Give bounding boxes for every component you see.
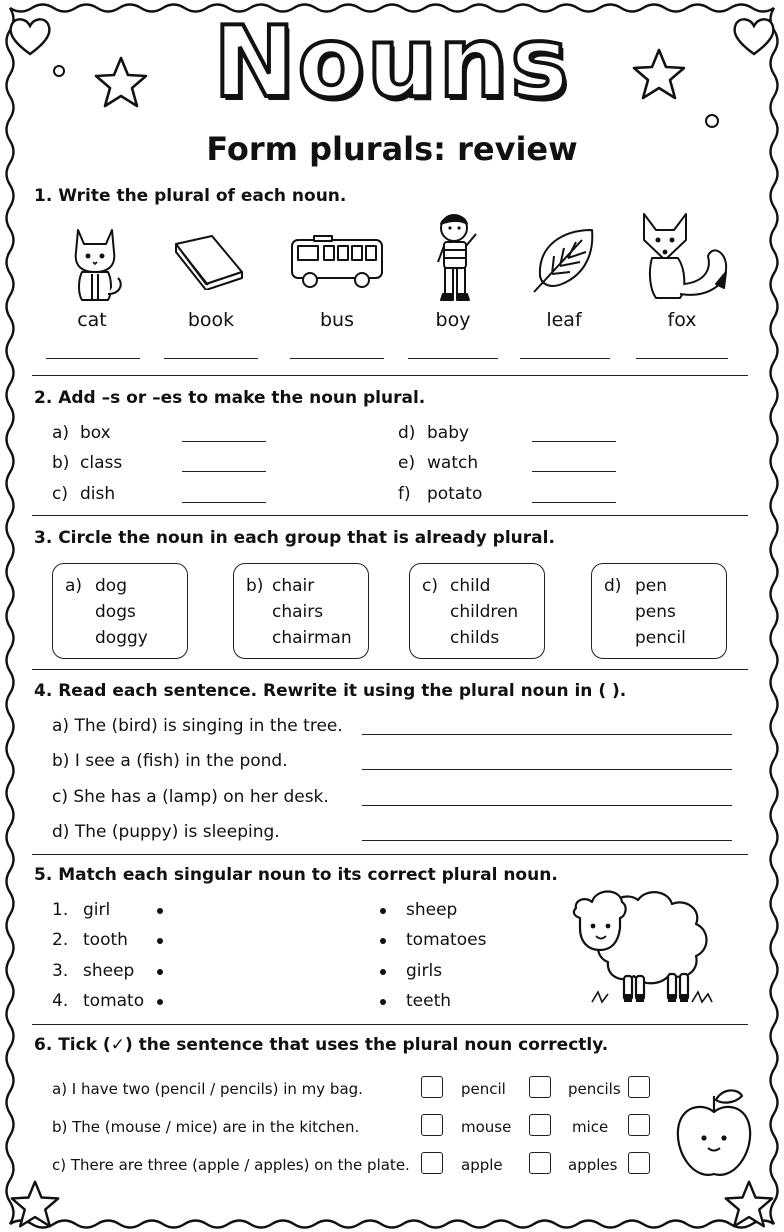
match-dot-left[interactable] (157, 999, 163, 1005)
item-letter: b) (52, 453, 70, 473)
tick-option: apples (568, 1156, 618, 1174)
match-dot-left[interactable] (157, 938, 163, 944)
match-right-word: girls (406, 961, 443, 981)
tick-box[interactable] (628, 1076, 650, 1098)
answer-line[interactable] (520, 358, 610, 359)
plural-word-6: fox (667, 309, 697, 331)
group-word[interactable]: dogs (95, 602, 136, 622)
match-number: 1. (52, 900, 69, 920)
plural-word-3: bus (319, 309, 354, 331)
word-group-card (52, 563, 188, 659)
answer-line[interactable] (182, 441, 266, 442)
section-divider (32, 854, 748, 855)
apple-icon (672, 1086, 756, 1182)
match-number: 4. (52, 991, 69, 1011)
answer-line[interactable] (362, 805, 732, 806)
group-word[interactable]: pens (635, 602, 676, 622)
match-right-word: teeth (406, 991, 452, 1011)
tick-box[interactable] (628, 1152, 650, 1174)
bus-icon (288, 234, 386, 290)
group-letter: d) (604, 576, 622, 596)
item-letter: c) (52, 484, 68, 504)
item-word: watch (427, 453, 479, 473)
group-word[interactable]: doggy (95, 628, 148, 648)
section-divider (32, 375, 748, 376)
group-word[interactable]: child (450, 576, 491, 596)
tick-sentence: b) The (mouse / mice) are in the kitchen. (52, 1118, 360, 1136)
match-dot-right[interactable] (380, 999, 386, 1005)
group-word[interactable]: chairs (272, 602, 324, 622)
answer-line[interactable] (362, 840, 732, 841)
section-divider (32, 669, 748, 670)
sentence: d) The (puppy) is sleeping. (52, 822, 280, 842)
match-dot-left[interactable] (157, 969, 163, 975)
answer-line[interactable] (182, 502, 266, 503)
item-letter: f) (398, 484, 411, 504)
group-letter: a) (65, 576, 83, 596)
tick-option: mice (572, 1118, 609, 1136)
section-2-heading: 2. Add –s or –es to make the noun plural. (34, 388, 426, 408)
fox-icon (636, 210, 732, 302)
tick-box[interactable] (529, 1114, 551, 1136)
plural-word-2: book (187, 309, 235, 331)
group-word[interactable]: chairman (272, 628, 352, 648)
answer-line[interactable] (532, 441, 616, 442)
star-icon (722, 1178, 776, 1230)
boy-icon (432, 210, 482, 302)
tick-option: pencils (568, 1080, 621, 1098)
word-group-card (591, 563, 727, 659)
tick-box[interactable] (529, 1152, 551, 1174)
answer-line[interactable] (532, 502, 616, 503)
plural-word-4: boy (435, 309, 471, 331)
sentence: b) I see a (fish) in the pond. (52, 751, 288, 771)
match-left-word: girl (83, 900, 111, 920)
tick-option: mouse (461, 1118, 512, 1136)
section-divider (32, 515, 748, 516)
item-word: baby (427, 423, 470, 443)
item-letter: a) (52, 423, 70, 443)
section-6-heading: 6. Tick (✓) the sentence that uses the plural noun correctly. (34, 1035, 609, 1055)
item-letter: d) (398, 423, 416, 443)
word-group-card (233, 563, 369, 659)
section-divider (32, 1024, 748, 1025)
answer-line[interactable] (46, 358, 140, 359)
section-1-heading: 1. Write the plural of each noun. (34, 186, 347, 206)
group-word[interactable]: pencil (635, 628, 686, 648)
sentence: a) The (bird) is singing in the tree. (52, 716, 343, 736)
group-word[interactable]: childs (450, 628, 500, 648)
match-dot-left[interactable] (157, 908, 163, 914)
sentence: c) She has a (lamp) on her desk. (52, 787, 329, 807)
tick-box[interactable] (421, 1114, 443, 1136)
match-dot-right[interactable] (380, 908, 386, 914)
tick-option: pencil (461, 1080, 506, 1098)
cat-icon (64, 222, 126, 302)
answer-line[interactable] (290, 358, 384, 359)
plural-word-1: cat (77, 309, 107, 331)
match-dot-right[interactable] (380, 938, 386, 944)
section-4-heading: 4. Read each sentence. Rewrite it using the plural noun in ( ). (34, 681, 627, 701)
page-title: Nouns (213, 6, 571, 120)
group-letter: b) (246, 576, 264, 596)
word-group-card (409, 563, 545, 659)
group-word[interactable]: children (450, 602, 519, 622)
star-icon (8, 1178, 62, 1230)
answer-line[interactable] (636, 358, 728, 359)
match-number: 2. (52, 930, 69, 950)
answer-line[interactable] (362, 769, 732, 770)
tick-box[interactable] (628, 1114, 650, 1136)
tick-box[interactable] (529, 1076, 551, 1098)
answer-line[interactable] (532, 471, 616, 472)
tick-sentence: c) There are three (apple / apples) on the plate. (52, 1156, 410, 1174)
item-word: class (80, 453, 123, 473)
page-subtitle: Form plurals: review (206, 130, 578, 168)
match-right-word: tomatoes (406, 930, 487, 950)
group-letter: c) (422, 576, 438, 596)
plural-word-5: leaf (546, 309, 582, 331)
tick-box[interactable] (421, 1152, 443, 1174)
match-left-word: tomato (83, 991, 145, 1011)
match-left-word: tooth (83, 930, 128, 950)
item-word: potato (427, 484, 483, 504)
group-word[interactable]: chair (272, 576, 315, 596)
group-word[interactable]: pen (635, 576, 668, 596)
tick-sentence: a) I have two (pencil / pencils) in my bag. (52, 1080, 363, 1098)
item-letter: e) (398, 453, 416, 473)
match-left-word: sheep (83, 961, 135, 981)
tick-box[interactable] (421, 1076, 443, 1098)
sheep-icon (572, 878, 722, 1008)
section-3-heading: 3. Circle the noun in each group that is already plural. (34, 528, 555, 548)
section-5-heading: 5. Match each singular noun to its correct plural noun. (34, 865, 558, 885)
tick-option: apple (461, 1156, 503, 1174)
answer-line[interactable] (362, 734, 732, 735)
match-number: 3. (52, 961, 69, 981)
book-icon (172, 232, 246, 290)
leaf-icon (532, 226, 596, 294)
match-right-word: sheep (406, 900, 458, 920)
group-word[interactable]: dog (95, 576, 127, 596)
match-dot-right[interactable] (380, 969, 386, 975)
answer-line[interactable] (182, 471, 266, 472)
item-word: box (80, 423, 111, 443)
item-word: dish (80, 484, 116, 504)
answer-line[interactable] (408, 358, 498, 359)
answer-line[interactable] (164, 358, 258, 359)
